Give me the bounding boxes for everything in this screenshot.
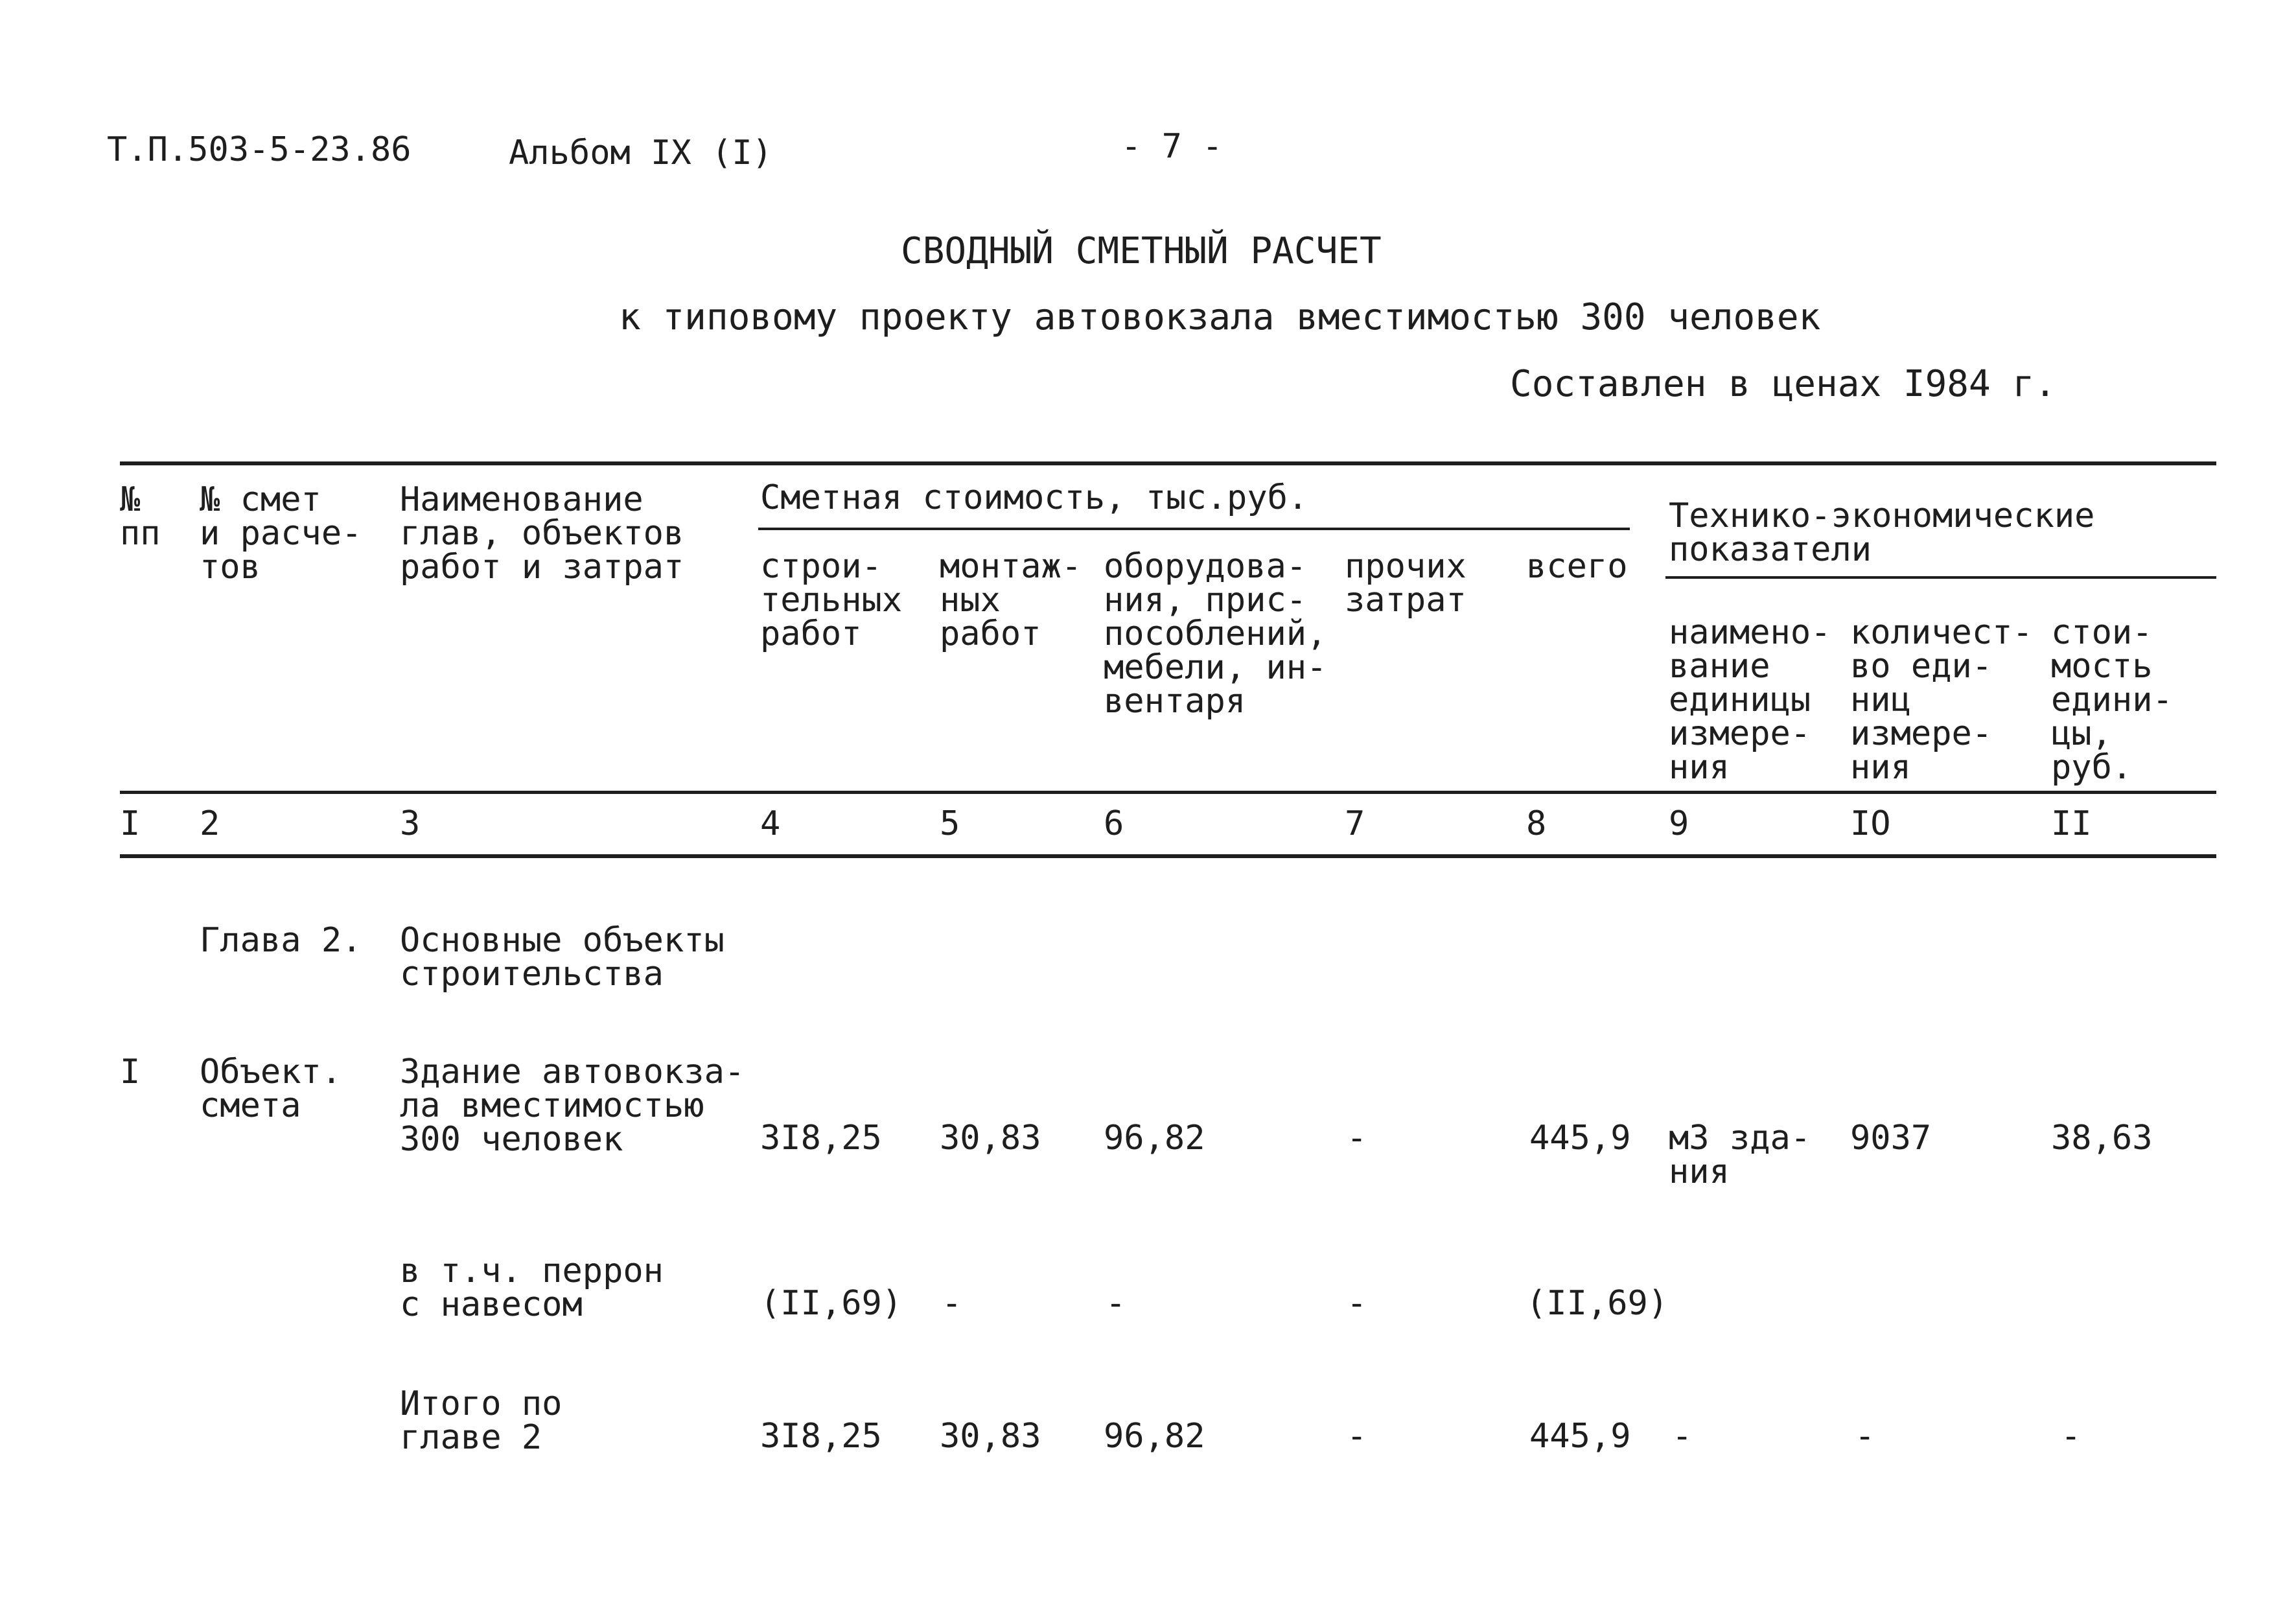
column-number-4: 4 bbox=[760, 804, 781, 843]
header-unit-cost: стои- мость едини- цы, руб. bbox=[2051, 613, 2173, 787]
chapter-label: Глава 2. bbox=[200, 921, 362, 960]
header-item-name: Наименование глав, объектов работ и затрат bbox=[400, 480, 684, 587]
header-quantity: количест- во еди- ниц измере- ния bbox=[1850, 613, 2033, 787]
column-numbers-rule bbox=[120, 854, 2216, 858]
row2-construction: (II,69) bbox=[760, 1284, 903, 1323]
row1-other: - bbox=[1347, 1119, 1367, 1158]
header-cost-group: Сметная стоимость, тыс.руб. bbox=[760, 478, 1308, 517]
row2-equipment: - bbox=[1106, 1284, 1126, 1323]
row2-name: в т.ч. перрон с навесом bbox=[400, 1252, 664, 1324]
row1-estimate: Объект. смета bbox=[200, 1053, 342, 1125]
header-total: всего bbox=[1526, 547, 1628, 586]
header-bottom-rule bbox=[120, 791, 2216, 794]
header-other: прочих затрат bbox=[1345, 547, 1467, 620]
document-title: СВОДНЫЙ СМЕТНЫЙ РАСЧЕТ bbox=[901, 230, 1382, 272]
column-number-7: 7 bbox=[1345, 804, 1365, 843]
album-label: Альбом IX (I) bbox=[509, 134, 772, 172]
column-number-5: 5 bbox=[940, 804, 960, 843]
column-number-1: I bbox=[120, 804, 141, 843]
table-top-rule bbox=[120, 461, 2216, 465]
row2-other: - bbox=[1347, 1284, 1367, 1323]
page-number: - 7 - bbox=[1121, 127, 1223, 166]
header-unit: наимено- вание единицы измере- ния bbox=[1669, 613, 1831, 787]
row3-name: Итого по главе 2 bbox=[400, 1384, 562, 1457]
document-code: Т.П.503-5-23.86 bbox=[107, 130, 412, 169]
row3-quantity: - bbox=[1855, 1417, 1875, 1456]
tech-group-rule bbox=[1665, 576, 2216, 579]
row1-quantity: 9037 bbox=[1850, 1119, 1932, 1158]
row1-installation: 30,83 bbox=[940, 1119, 1041, 1158]
header-installation: монтаж- ных работ bbox=[940, 547, 1082, 653]
row3-installation: 30,83 bbox=[940, 1417, 1041, 1456]
column-number-8: 8 bbox=[1526, 804, 1547, 843]
row1-number: I bbox=[120, 1053, 141, 1091]
column-number-9: 9 bbox=[1669, 804, 1689, 843]
row3-unit-cost: - bbox=[2061, 1417, 2081, 1456]
cost-group-rule bbox=[758, 528, 1630, 530]
row1-total: 445,9 bbox=[1529, 1119, 1631, 1158]
column-number-2: 2 bbox=[200, 804, 220, 843]
row1-construction: 3I8,25 bbox=[760, 1119, 882, 1158]
column-number-6: 6 bbox=[1104, 804, 1124, 843]
header-row-number: № пп bbox=[120, 480, 161, 553]
row2-installation: - bbox=[942, 1284, 962, 1323]
header-estimate-number: № смет и расче- тов bbox=[200, 480, 362, 587]
header-construction: строи- тельных работ bbox=[760, 547, 903, 653]
header-tech-group: Технико-экономические показатели bbox=[1669, 496, 2095, 569]
document-subtitle: к типовому проекту автовокзала вместимостью 300 человек bbox=[619, 296, 1821, 338]
chapter-name: Основные объекты строительства bbox=[400, 921, 725, 994]
row3-construction: 3I8,25 bbox=[760, 1417, 882, 1456]
row3-total: 445,9 bbox=[1529, 1417, 1631, 1456]
row1-equipment: 96,82 bbox=[1104, 1119, 1205, 1158]
row3-equipment: 96,82 bbox=[1104, 1417, 1205, 1456]
column-number-11: II bbox=[2051, 804, 2092, 843]
prices-note: Составлен в ценах I984 г. bbox=[1510, 363, 2056, 405]
row1-name: Здание автовокза- ла вместимостью 300 человек bbox=[400, 1053, 745, 1159]
row2-total: (II,69) bbox=[1526, 1284, 1669, 1323]
row1-unit: м3 зда- ния bbox=[1669, 1119, 1811, 1191]
column-number-3: 3 bbox=[400, 804, 421, 843]
row3-unit: - bbox=[1672, 1417, 1693, 1456]
header-equipment: оборудова- ния, прис- пособлений, мебели, ин- вентаря bbox=[1104, 547, 1327, 721]
row1-unit-cost: 38,63 bbox=[2051, 1119, 2153, 1158]
row3-other: - bbox=[1347, 1417, 1367, 1456]
column-number-10: IO bbox=[1850, 804, 1891, 843]
